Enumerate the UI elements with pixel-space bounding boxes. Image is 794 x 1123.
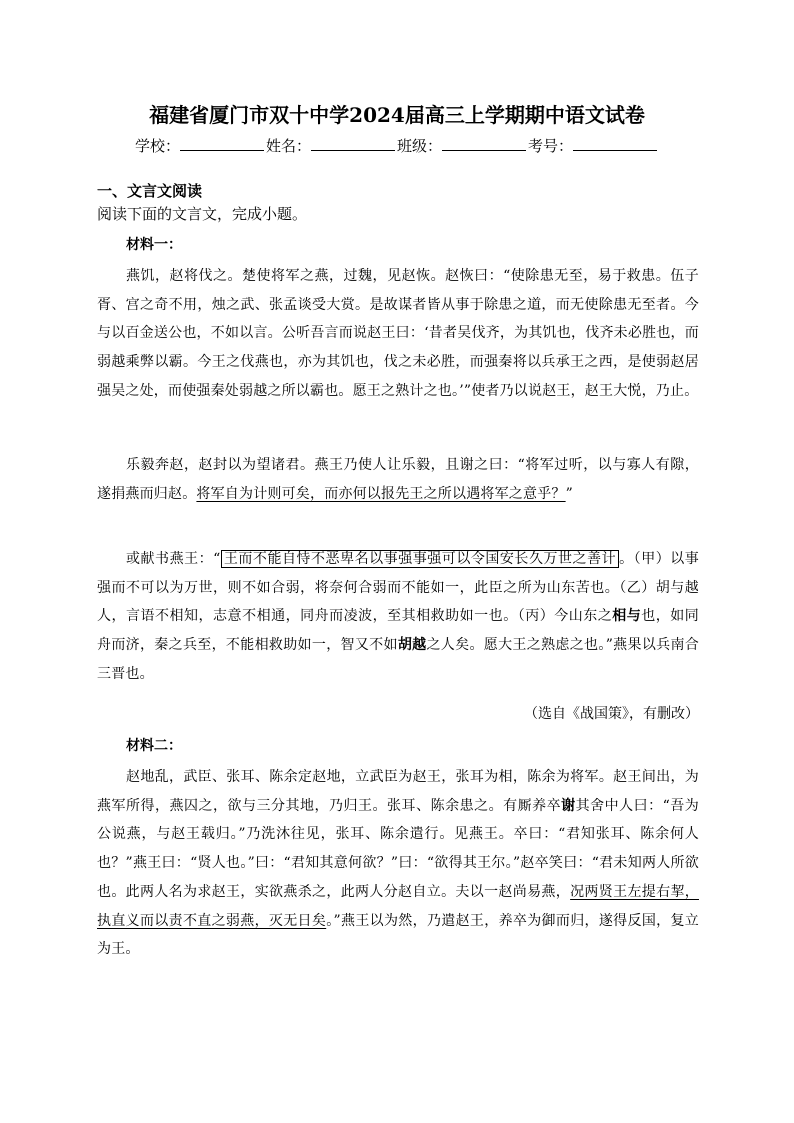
class-blank[interactable] xyxy=(442,136,526,151)
material-one-label: 材料一： xyxy=(126,237,182,253)
section-instruction: 阅读下面的文言文，完成小题。 xyxy=(97,205,308,223)
paragraph-3-text-b: 也，如同舟而济，秦之兵至，不能相救助如一，智又不如 xyxy=(97,608,699,654)
material-one-paragraph-1: 燕饥，赵将伐之。楚使将军之燕，过魏，见赵恢。赵恢曰：“使除患无至，易于救患。伍子胥、宫之奇不用，烛之武、张孟谈受大赏。是故谋者皆从事于除患之道，而无使除患无至者。今与以百金送公也，不如以言。公听吾言而说赵王曰：‘昔者吴伐齐，为其饥也，伐齐未必胜也，而弱越乘弊以霸。今王之伐燕也，亦为其饥也，伐之未必胜，而强秦将以兵承王之西，是使弱赵居强吴之处，而使强秦处弱越之所以霸也。愿王之熟计之也。’”使者乃以说赵王，赵王大悦，乃止。 xyxy=(97,268,699,399)
bold-term-xie: 谢 xyxy=(561,797,576,814)
material-one-paragraph-2 xyxy=(97,451,699,508)
material-two-paragraph-1 xyxy=(97,763,699,964)
material-two-text-b: 其舍中人曰：“吾为公说燕，与赵王载归。”乃洗沐往见，张耳、陈余遣行。见燕王。卒曰：“君知张耳、陈余何人也？”燕王曰：“贤人也。”曰：“君知其意何欲？”曰：“欲得其王尔。”赵卒笑曰：“君未知两人所欲也。此两人名为求赵王，实欲燕杀之，此两人分赵自立。夫以一赵尚易燕， xyxy=(97,797,699,900)
exam-number-blank[interactable] xyxy=(573,136,657,151)
paragraph-3-intro: 或献书燕王：“ xyxy=(126,551,221,567)
school-label: 学校： xyxy=(134,137,180,155)
paragraph-3-text-a: 。（甲）以事强而不可以为万世，则不如合弱，将奈何合弱而不能如一，此臣之所为山东苦也。（乙）胡与越人，言语不相知，志意不相通，同舟而凌波，至其相救助如一也。（丙）今山东之 xyxy=(97,551,699,625)
exam-number-label: 考号： xyxy=(528,137,574,155)
paragraph-2-end: ” xyxy=(565,485,573,502)
exam-title: 福建省厦门市双十中学2024届高三上学期期中语文试卷 xyxy=(149,103,645,127)
material-one-paragraph-3 xyxy=(97,545,699,689)
section-heading: 一、文言文阅读 xyxy=(97,182,203,200)
boxed-sentence: 王而不能自恃不恶卑名以事强事强可以令国安长久万世之善计 xyxy=(221,550,620,568)
material-two-text-a: 赵地乱，武臣、张耳、陈余定赵地，立武臣为赵王，张耳为相，陈余为将军。赵王间出，为燕军所得，燕囚之，欲与三分其地，乃归王。张耳、陈余患之。有厮养卒 xyxy=(97,769,699,814)
material-two-underlined-sentence: 况两贤王左提右挈，执直义而以责不直之弱燕，灭无日矣 xyxy=(97,883,699,929)
material-two-text-c: 。”燕王以为然，乃遣赵王，养卒为御而归，遂得反国，复立为王。 xyxy=(97,912,699,958)
material-two-label: 材料二： xyxy=(126,738,182,754)
class-label: 班级： xyxy=(397,137,443,155)
name-label: 姓名： xyxy=(265,137,311,155)
student-info-line xyxy=(0,135,794,157)
paragraph-2-text: 乐毅奔赵，赵封以为望诸君。燕王乃使人让乐毅，且谢之曰：“将军过听，以与寡人有隙，遂捐燕而归赵。 xyxy=(97,457,699,502)
underlined-sentence: 将军自为计则可矣，而亦何以报先王之所以遇将军之意乎？ xyxy=(196,485,566,502)
school-blank[interactable] xyxy=(180,136,264,151)
name-blank[interactable] xyxy=(311,136,395,151)
source-citation: （选自《战国策》，有删改） xyxy=(524,706,699,722)
paragraph-3-text-c: 之人矣。愿大王之熟虑之也。”燕果以兵南合三晋也。 xyxy=(97,637,700,682)
bold-term-xiangyu: 相与 xyxy=(612,608,642,625)
bold-term-huyue: 胡越 xyxy=(397,637,427,654)
